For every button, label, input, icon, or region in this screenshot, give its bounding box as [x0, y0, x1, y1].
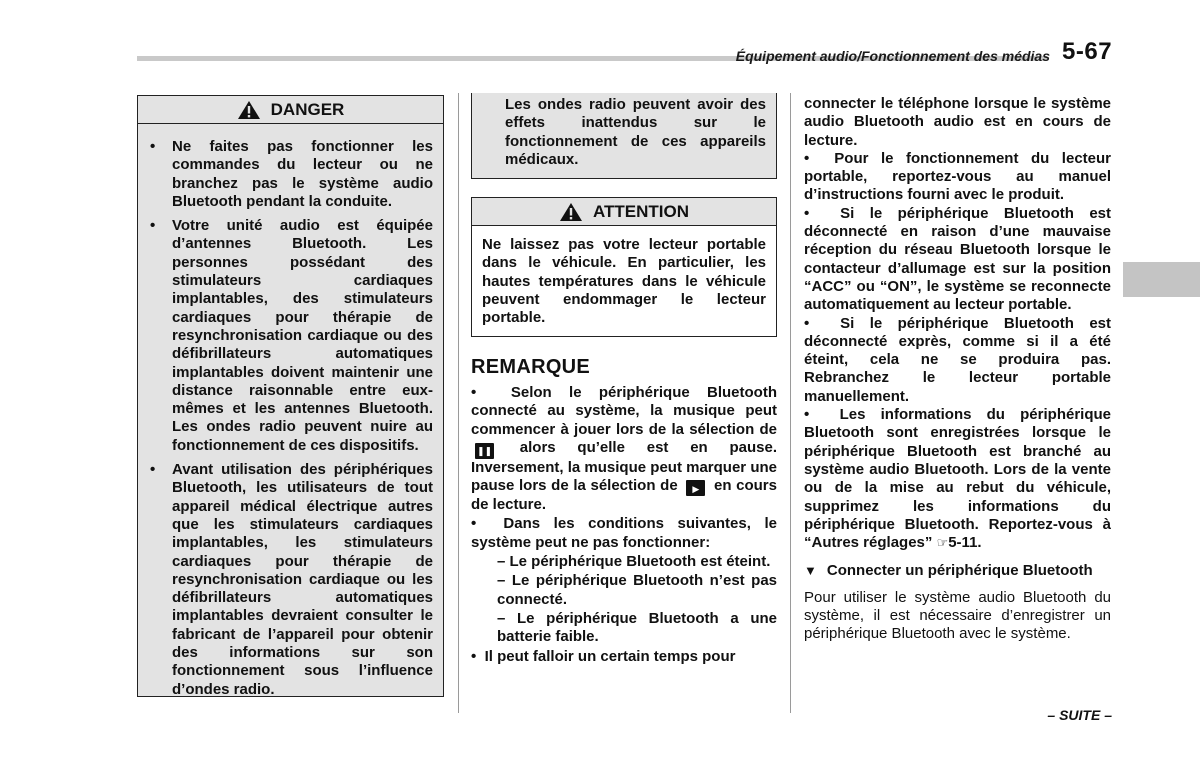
attention-box: [471, 197, 777, 337]
col3-bullet: • Si le périphérique Bluetooth est déconnecté en raison d’une mauvaise réception du réseau Bluetooth lorsque le contacteur d’allumage est sur la position “ACC” ou “ON”, le système se reconnecte automatiquement au lecteur portable.: [804, 204, 1111, 314]
section-title-remarque: REMARQUE: [471, 356, 591, 378]
list-item: • Ne faites pas fonctionner les commandes du lecteur ou ne branchez pas le système audio Bluetooth pendant la conduite.: [138, 138, 433, 211]
remarque-body: [471, 384, 777, 666]
subsection-title: Connecter un périphérique Bluetooth: [826, 562, 1093, 580]
pause-icon: ❚❚: [475, 443, 494, 459]
attention-heading-label: ATTENTION: [592, 201, 689, 221]
danger-continued-text: Les ondes radio peuvent avoir des effets inattendus sur le fonctionnement de ces appareils médicaux.: [505, 96, 766, 168]
column-separator-2: [790, 93, 791, 713]
chapter-tab: [1123, 262, 1200, 297]
condition-item: – Le périphérique Bluetooth n’est pas connecté.: [497, 572, 777, 608]
continuation-text: connecter le téléphone lorsque le système audio Bluetooth audio est en cours de lecture.: [804, 95, 1111, 149]
subsection-text: Pour utiliser le système audio Bluetooth du système, il est nécessaire d’enregistrer un périphérique Bluetooth avec le système.: [804, 588, 1111, 643]
danger-heading-label: DANGER: [270, 99, 345, 119]
attention-heading: [472, 198, 776, 226]
condition-item: – Le périphérique Bluetooth est éteint.: [497, 553, 771, 571]
danger-heading: [138, 96, 443, 124]
play-icon: ▶: [686, 480, 705, 496]
remarque-bullet-1: • Selon le périphérique Bluetooth connecté au système, la musique peut commencer à jouer lors de la sélection de ❚❚ alors qu’elle est en pause. Inversement, la musique peut marquer une pause lors de la sélection de ▶ en cours de lecture.: [471, 384, 777, 514]
warning-triangle-icon: [237, 100, 261, 120]
list-item: • Votre unité audio est équipée d’antennes Bluetooth. Les personnes possédant des stimulateurs cardiaques implantables, des stimulateurs cardiaques pour thérapie de resynchronisation cardiaque ou des défibrillateurs automatiques implantables doivent maintenir une distance raisonnable entre eux-mêmes et les antennes Bluetooth. Les ondes radio peuvent nuire au fonctionnement de ces dispositifs.: [138, 217, 433, 455]
attention-text: Ne laissez pas votre lecteur portable dans le véhicule. En particulier, les hautes températures dans le véhicule peuvent endommager le lecteur portable.: [482, 236, 766, 327]
triangle-down-icon: ▼: [804, 563, 817, 579]
danger-box: [137, 95, 444, 697]
danger-continued-box: [471, 93, 777, 179]
col3-bullet: • Pour le fonctionnement du lecteur portable, reportez-vous au manuel d’instructions fourni avec le produit.: [804, 149, 1112, 204]
reference-arrow-icon: ☞: [936, 535, 949, 551]
subsection-heading: [804, 562, 1111, 580]
running-header: Équipement audio/Fonctionnement des médias: [735, 48, 1050, 64]
warning-triangle-icon: [559, 202, 583, 222]
page-number: 5-67: [1062, 38, 1113, 65]
col3-bullet: • Les informations du périphérique Bluetooth sont enregistrées lorsque le périphérique Bluetooth est branché au système audio Bluetooth. Lors de la vente ou de la mise au rebut du véhicule, supprimez les informations du périphérique Bluetooth. Reportez-vous à “Autres réglages” ☞5-11.: [804, 406, 1111, 552]
page-reference[interactable]: 5-11.: [948, 534, 982, 552]
continued-marker: – SUITE –: [1047, 707, 1112, 723]
column-separator-1: [458, 93, 459, 713]
col3-bullet: • Si le périphérique Bluetooth est déconnecté exprès, comme si il a été éteint, cela ne se produira pas. Rebranchez le lecteur portable manuellement.: [804, 314, 1111, 405]
remarque-bullet-2: • Dans les conditions suivantes, le système peut ne pas fonctionner:: [471, 515, 777, 551]
danger-list: [138, 124, 443, 699]
column-3-body: [804, 95, 1111, 644]
list-item: • Avant utilisation des périphériques Bluetooth, les utilisateurs de tout appareil médical électrique autres que les stimulateurs cardiaques implantables, les stimulateurs cardiaques pour thérapie de resynchronisation cardiaque ou les défibrillateurs automatiques implantables devraient consulter le fabricant de l’appareil pour obtenir des informations sur son fonctionnement sous l’influence d’ondes radio.: [138, 461, 433, 699]
remarque-bullet-3: • Il peut falloir un certain temps pour: [471, 647, 736, 665]
condition-item: – Le périphérique Bluetooth a une batterie faible.: [497, 609, 777, 646]
